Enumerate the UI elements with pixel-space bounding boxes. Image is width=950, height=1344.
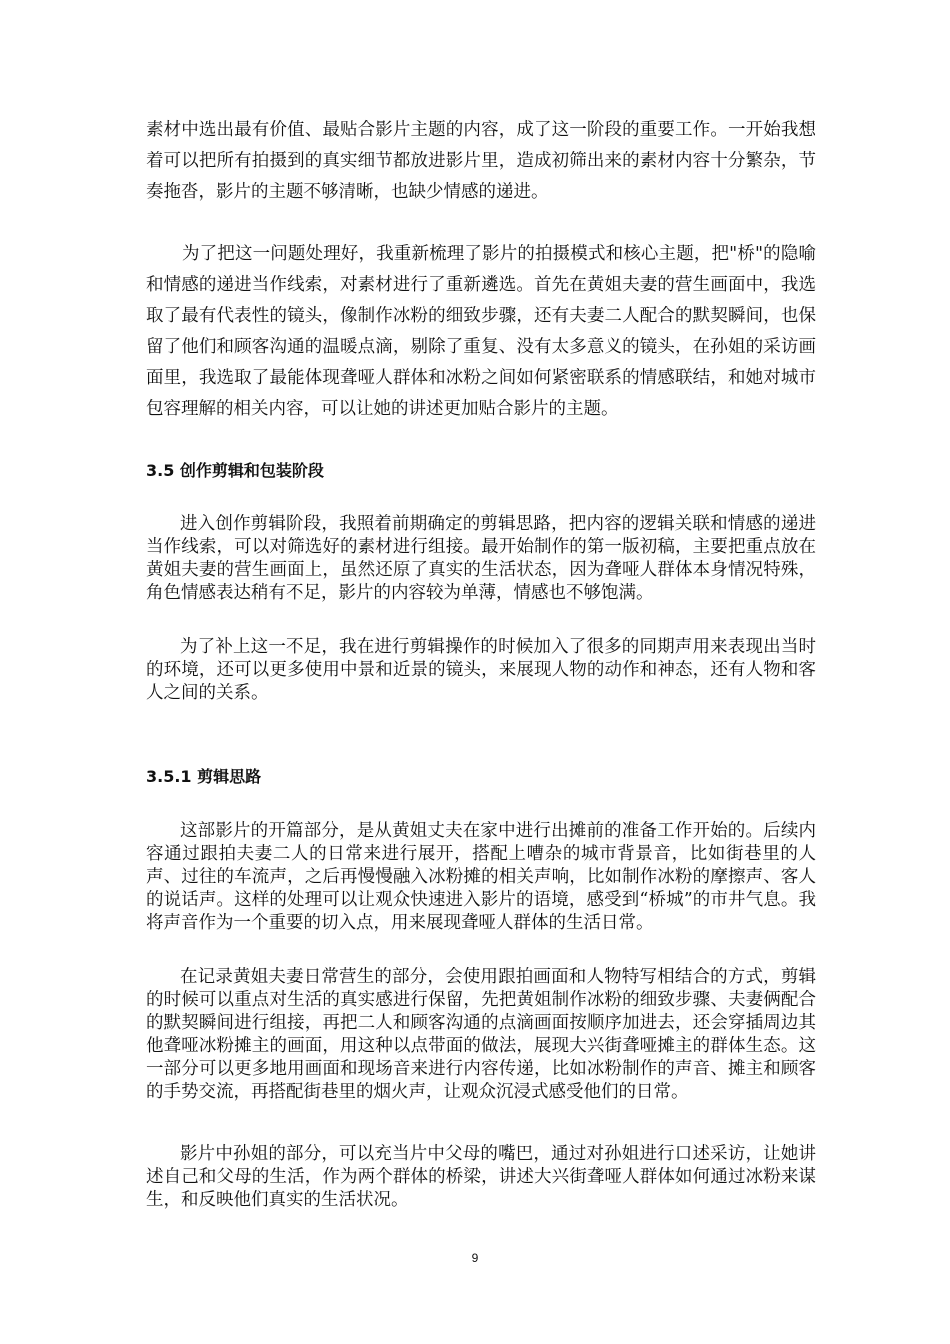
paragraph-improvement: 为了补上这一不足，我在进行剪辑操作的时候加入了很多的同期声用来表现出当时的环境，还可以更多使用中景和近景的镜头，来展现人物的动作和神态，还有人物和客人之间的关系。: [146, 637, 816, 703]
page-number: 9: [471, 1251, 479, 1265]
paragraph-material-selection: 素材中选出最有价值、最贴合影片主题的内容，成了这一阶段的重要工作。一开始我想着可以把所有拍摄到的真实细节都放进影片里，造成初筛出来的素材内容十分繁杂，节奏拖沓，影片的主题不够清晰，也缺少情感的递进。: [146, 120, 816, 202]
paragraph-editing-stage: 进入创作剪辑阶段，我照着前期确定的剪辑思路，把内容的逻辑关联和情感的递进当作线索，可以对筛选好的素材进行组接。最开始制作的第一版初稿，主要把重点放在黄姐夫妻的营生画面上，虽然还原了真实的生活状态，因为聋哑人群体本身情况特殊，角色情感表达稍有不足，影片的内容较为单薄，情感也不够饱满。: [146, 514, 816, 603]
section-heading-3-5-1: 3.5.1 剪辑思路: [146, 767, 262, 786]
paragraph-opening: 这部影片的开篇部分，是从黄姐丈夫在家中进行出摊前的准备工作开始的。后续内容通过跟拍夫妻二人的日常来进行展开，搭配上嘈杂的城市背景音，比如街巷里的人声、过往的车流声，之后再慢慢融入冰粉摊的相关声响，比如制作冰粉的摩擦声、客人的说话声。这样的处理可以让观众快速进入影片的语境，感受到“桥城”的市井气息。我将声音作为一个重要的切入点，用来展现聋哑人群体的生活日常。: [146, 821, 816, 933]
paragraph-sun-jie: 影片中孙姐的部分，可以充当片中父母的嘴巴，通过对孙姐进行口述采访，让她讲述自己和父母的生活，作为两个群体的桥梁，讲述大兴街聋哑人群体如何通过冰粉来谋生，和反映他们真实的生活状况。: [146, 1144, 816, 1210]
paragraph-daily-life: 在记录黄姐夫妻日常营生的部分，会使用跟拍画面和人物特写相结合的方式，剪辑的时候可以重点对生活的真实感进行保留，先把黄姐制作冰粉的细致步骤、夫妻俩配合的默契瞬间进行组接，再把二人和顾客沟通的点滴画面按顺序加进去，还会穿插周边其他聋哑冰粉摊主的画面，用这种以点带面的做法，展现大兴街聋哑摊主的群体生态。这一部分可以更多地用画面和现场音来进行内容传递，比如冰粉制作的声音、摊主和顾客的手势交流，再搭配街巷里的烟火声，让观众沉浸式感受他们的日常。: [146, 967, 816, 1102]
paragraph-reselection: 为了把这一问题处理好，我重新梳理了影片的拍摄模式和核心主题，把"桥"的隐喻和情感的递进当作线索，对素材进行了重新遴选。首先在黄姐夫妻的营生画面中，我选取了最有代表性的镜头，像制作冰粉的细致步骤，还有夫妻二人配合的默契瞬间，也保留了他们和顾客沟通的温暖点滴，剔除了重复、没有太多意义的镜头，在孙姐的采访画面里，我选取了最能体现聋哑人群体和冰粉之间如何紧密联系的情感联结，和她对城市包容理解的相关内容，可以让她的讲述更加贴合影片的主题。: [146, 244, 816, 419]
section-heading-3-5: 3.5 创作剪辑和包装阶段: [146, 461, 324, 480]
